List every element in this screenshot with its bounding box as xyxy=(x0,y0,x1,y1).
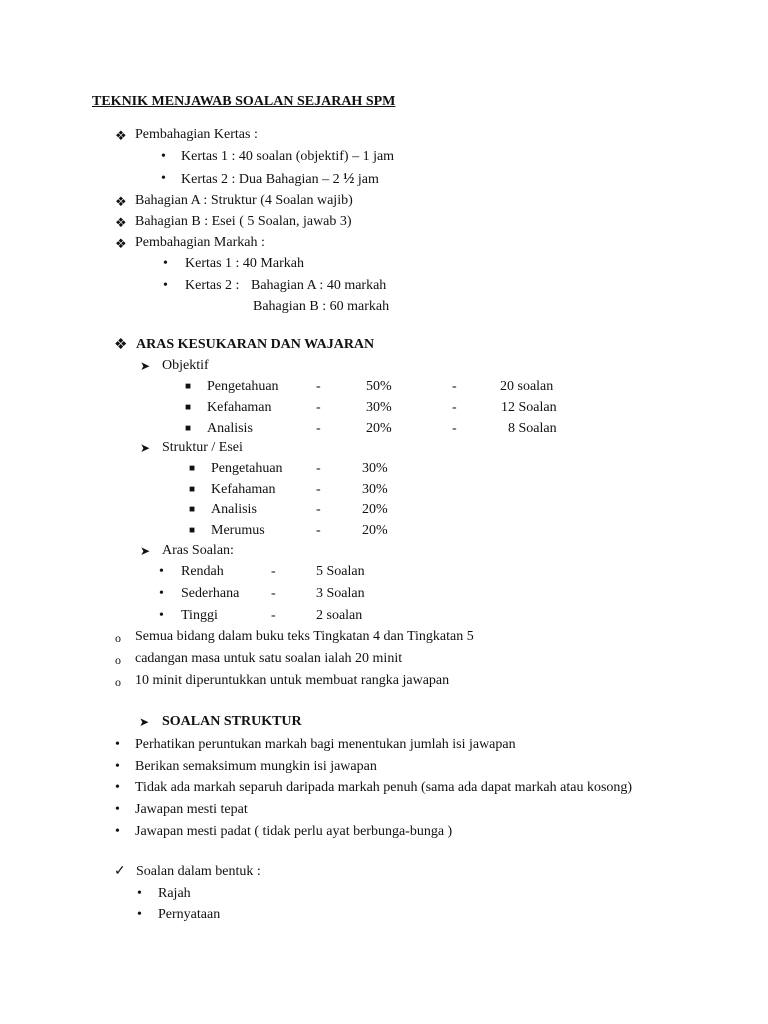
arrow-bullet-icon: ➤ xyxy=(140,441,151,455)
dot-bullet-icon: • xyxy=(163,256,168,271)
struktur-bullet: Perhatikan peruntukan markah bagi menentukan jumlah isi jawapan xyxy=(135,737,516,752)
struktur-pct: 20% xyxy=(362,523,388,538)
objektif-label: Objektif xyxy=(162,358,209,373)
aras-dash: - xyxy=(271,586,276,601)
aras-count: 2 soalan xyxy=(316,608,363,623)
struktur-pct: 30% xyxy=(362,482,388,497)
struktur-name: Kefahaman xyxy=(211,482,276,497)
square-bullet-icon: ■ xyxy=(189,484,196,495)
diamond-bullet-icon: ❖ xyxy=(115,194,127,209)
aras-count: 3 Soalan xyxy=(316,586,365,601)
dot-bullet-icon: • xyxy=(137,886,142,901)
kertas2-prefix: Kertas 2 : Dua Bahagian – 2 xyxy=(181,172,344,187)
square-bullet-icon: ■ xyxy=(189,504,196,515)
dot-bullet-icon: • xyxy=(115,824,120,839)
objektif-pct: 20% xyxy=(366,421,392,436)
markah-k2-a: Bahagian A : 40 markah xyxy=(251,278,387,293)
markah-k1-line: Kertas 1 : 40 Markah xyxy=(185,256,304,271)
dot-bullet-icon: • xyxy=(137,907,142,922)
bentuk-item: Pernyataan xyxy=(158,907,221,922)
bentuk-item: Rajah xyxy=(158,886,191,901)
dot-bullet-icon: • xyxy=(159,564,164,579)
page-title: TEKNIK MENJAWAB SOALAN SEJARAH SPM xyxy=(92,94,396,109)
struktur-label: Struktur / Esei xyxy=(162,440,243,455)
objektif-name: Pengetahuan xyxy=(207,379,279,394)
square-bullet-icon: ■ xyxy=(185,423,192,434)
diamond-bullet-icon: ❖ xyxy=(115,215,127,230)
struktur-name: Analisis xyxy=(211,502,257,517)
arrow-bullet-icon: ➤ xyxy=(140,544,151,558)
struktur-pct: 30% xyxy=(362,461,388,476)
aras-name: Tinggi xyxy=(181,608,218,623)
square-bullet-icon: ■ xyxy=(185,402,192,413)
objektif-dash: - xyxy=(316,379,321,394)
objektif-name: Analisis xyxy=(207,421,253,436)
arrow-bullet-icon: ➤ xyxy=(140,359,151,373)
objektif-count: 12 Soalan xyxy=(501,400,557,415)
dot-bullet-icon: • xyxy=(115,802,120,817)
dot-bullet-icon: • xyxy=(163,278,168,293)
markah-k2-label: Kertas 2 : xyxy=(185,278,240,293)
objektif-name: Kefahaman xyxy=(207,400,272,415)
soalan-struktur-heading: SOALAN STRUKTUR xyxy=(162,714,302,729)
aras-dash: - xyxy=(271,564,276,579)
struktur-dash: - xyxy=(316,482,321,497)
kertas2-line xyxy=(181,172,379,187)
diamond-bullet-icon: ❖ xyxy=(114,337,128,353)
objektif-dash: - xyxy=(452,379,457,394)
struktur-dash: - xyxy=(316,502,321,517)
aras-name: Sederhana xyxy=(181,586,240,601)
kertas2-suffix: jam xyxy=(354,172,379,187)
objektif-count: 8 Soalan xyxy=(508,421,557,436)
diamond-bullet-icon: ❖ xyxy=(115,236,127,251)
struktur-bullet: Jawapan mesti padat ( tidak perlu ayat berbunga-bunga ) xyxy=(135,824,453,839)
dot-bullet-icon: • xyxy=(161,149,166,164)
objektif-dash: - xyxy=(452,400,457,415)
struktur-name: Merumus xyxy=(211,523,265,538)
objektif-pct: 30% xyxy=(366,400,392,415)
note-line: Semua bidang dalam buku teks Tingkatan 4 dan Tingkatan 5 xyxy=(135,629,474,644)
dot-bullet-icon: • xyxy=(115,759,120,774)
struktur-bullet: Jawapan mesti tepat xyxy=(135,802,248,817)
markah-label: Pembahagian Markah : xyxy=(135,235,265,250)
square-bullet-icon: ■ xyxy=(189,525,196,536)
arrow-bullet-icon: ➤ xyxy=(139,715,150,729)
bentuk-label: Soalan dalam bentuk : xyxy=(136,864,261,879)
struktur-dash: - xyxy=(316,523,321,538)
aras-name: Rendah xyxy=(181,564,224,579)
objektif-count: 20 soalan xyxy=(500,379,554,394)
markah-k2-b: Bahagian B : 60 markah xyxy=(253,299,390,314)
aras-heading: ARAS KESUKARAN DAN WAJARAN xyxy=(136,337,375,352)
dot-bullet-icon: • xyxy=(159,586,164,601)
aras-soalan-label: Aras Soalan: xyxy=(162,543,234,558)
bahagian-b-line: Bahagian B : Esei ( 5 Soalan, jawab 3) xyxy=(135,214,352,229)
note-line: cadangan masa untuk satu soalan ialah 20 minit xyxy=(135,651,403,666)
checkmark-icon: ✓ xyxy=(114,864,126,879)
note-line: 10 minit diperuntukkan untuk membuat rangka jawapan xyxy=(135,673,450,688)
kertas-label: Pembahagian Kertas : xyxy=(135,127,258,142)
struktur-bullet: Tidak ada markah separuh daripada markah penuh (sama ada dapat markah atau kosong) xyxy=(135,780,633,795)
struktur-pct: 20% xyxy=(362,502,388,517)
dot-bullet-icon: • xyxy=(115,780,120,795)
dot-bullet-icon: • xyxy=(161,171,166,186)
bahagian-a-line: Bahagian A : Struktur (4 Soalan wajib) xyxy=(135,193,353,208)
struktur-name: Pengetahuan xyxy=(211,461,283,476)
circle-bullet-icon: o xyxy=(115,675,121,689)
square-bullet-icon: ■ xyxy=(185,381,192,392)
aras-dash: - xyxy=(271,608,276,623)
kertas2-fraction: ½ xyxy=(343,171,355,187)
objektif-dash: - xyxy=(316,421,321,436)
dot-bullet-icon: • xyxy=(159,608,164,623)
aras-count: 5 Soalan xyxy=(316,564,365,579)
objektif-dash: - xyxy=(316,400,321,415)
struktur-dash: - xyxy=(316,461,321,476)
circle-bullet-icon: o xyxy=(115,631,121,645)
square-bullet-icon: ■ xyxy=(189,463,196,474)
objektif-dash: - xyxy=(452,421,457,436)
diamond-bullet-icon: ❖ xyxy=(115,128,127,143)
circle-bullet-icon: o xyxy=(115,653,121,667)
struktur-bullet: Berikan semaksimum mungkin isi jawapan xyxy=(135,759,377,774)
kertas1-line: Kertas 1 : 40 soalan (objektif) – 1 jam xyxy=(181,149,395,164)
objektif-pct: 50% xyxy=(366,379,392,394)
dot-bullet-icon: • xyxy=(115,737,120,752)
